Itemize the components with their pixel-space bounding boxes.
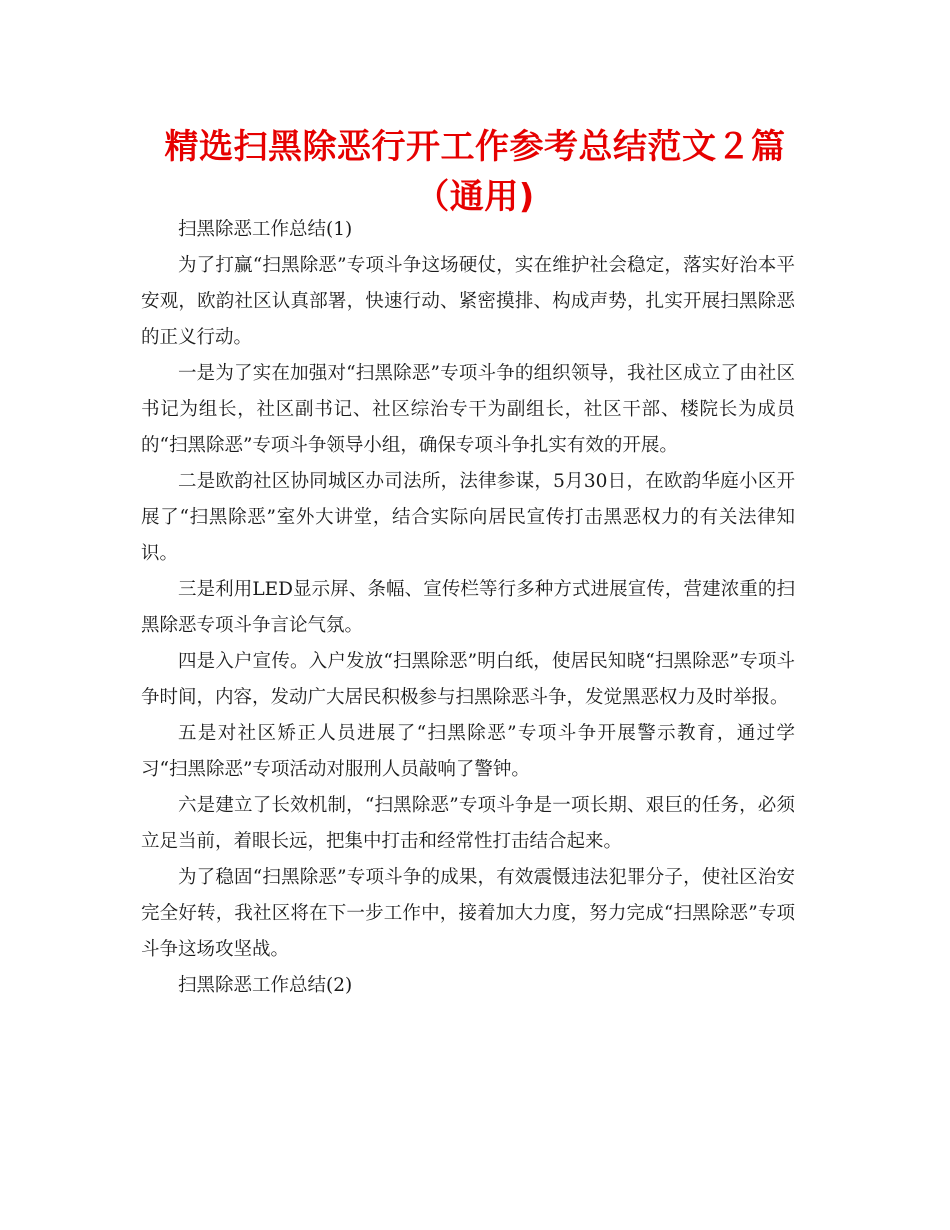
document-body <box>141 212 795 1004</box>
paragraph-point-2: 二是欧韵社区协同城区办司法所，法律参谋，5月30日，在欧韵华庭小区开展了“扫黑除恶”室外大讲堂，结合实际向居民宣传打击黑恶权力的有关法律知识。 <box>141 471 795 564</box>
paragraph-point-4: 四是入户宣传。入户发放“扫黑除恶”明白纸，使居民知晓“扫黑除恶”专项斗争时间，内容，发动广大居民积极参与扫黑除恶斗争，发觉黑恶权力及时举报。 <box>141 651 795 708</box>
paragraph-point-1: 一是为了实在加强对“扫黑除恶”专项斗争的组织领导，我社区成立了由社区书记为组长，社区副书记、社区综治专干为副组长，社区干部、楼院长为成员的“扫黑除恶”专项斗争领导小组，确保专项斗争扎实有效的开展。 <box>141 363 795 456</box>
document-title: 精选扫黑除恶行开工作参考总结范文２篇（通用) <box>164 127 786 217</box>
paragraph-conclusion: 为了稳固“扫黑除恶”专项斗争的成果，有效震慑违法犯罪分子，使社区治安完全好转，我社区将在下一步工作中，接着加大力度，努力完成“扫黑除恶”专项斗争这场攻坚战。 <box>141 867 795 960</box>
paragraph-intro: 为了打赢“扫黑除恶”专项斗争这场硬仗，实在维护社会稳定，落实好治本平安观，欧韵社区认真部署，快速行动、紧密摸排、构成声势，扎实开展扫黑除恶的正义行动。 <box>141 255 795 348</box>
section-heading-1: 扫黑除恶工作总结(1) <box>178 219 353 240</box>
paragraph-point-5: 五是对社区矫正人员进展了“扫黑除恶”专项斗争开展警示教育，通过学习“扫黑除恶”专项活动对服刑人员敲响了警钟。 <box>141 723 795 780</box>
section-heading-2: 扫黑除恶工作总结(2) <box>178 975 353 996</box>
paragraph-point-6: 六是建立了长效机制，“扫黑除恶”专项斗争是一项长期、艰巨的任务，必须立足当前，着眼长远，把集中打击和经常性打击结合起来。 <box>141 795 795 852</box>
paragraph-point-3: 三是利用LED显示屏、条幅、宣传栏等行多种方式进展宣传，营建浓重的扫黑除恶专项斗争言论气氛。 <box>141 579 795 636</box>
